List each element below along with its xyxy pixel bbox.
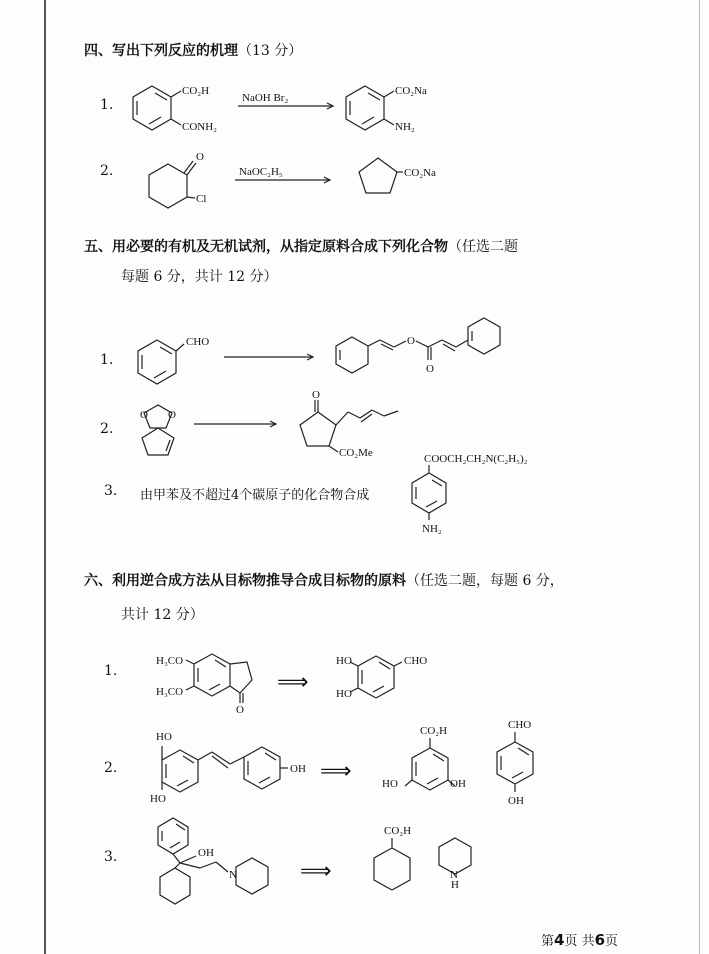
s5-item3-text: 由甲苯及不超过4个碳原子的化合物合成 bbox=[140, 488, 370, 503]
section5-title: 五、用必要的有机及无机试剂，从指定原料合成下列化合物 bbox=[84, 239, 448, 255]
s4-item2-number: 2. bbox=[100, 163, 114, 179]
s6-3-retro-arrow: ⟹ bbox=[300, 858, 332, 883]
s5-2-sm-o1: O bbox=[140, 409, 148, 421]
s6-1-p-sub3: CHO bbox=[404, 655, 428, 667]
s5-2-prod-ester: CO₂Me bbox=[339, 447, 373, 459]
s6-item3-number: 3. bbox=[104, 849, 118, 865]
page-footer bbox=[541, 930, 618, 949]
section4-title: 四、写出下列反应的机理 bbox=[84, 43, 238, 59]
s6-1-retro-arrow: ⟹ bbox=[277, 669, 309, 694]
s5-1-prod-o1: O bbox=[407, 335, 415, 347]
s6-3-t-oh: OH bbox=[198, 847, 214, 859]
s6-2-p2-bot: OH bbox=[508, 795, 524, 807]
s5-1-sm-sub: CHO bbox=[186, 336, 210, 348]
s4-1-sm-sub1: CO₂H bbox=[182, 85, 210, 97]
s6-3-t-piperidine bbox=[236, 858, 268, 894]
s6-1-t-sub2: H₃CO bbox=[156, 686, 184, 698]
s6-3-p2-n: N bbox=[450, 869, 458, 881]
footer-total-pages: 6 bbox=[594, 931, 606, 949]
s6-1-t-sub1: H₃CO bbox=[156, 655, 184, 667]
s5-item2-number: 2. bbox=[100, 421, 114, 437]
section6-note1: （任选二题，每题 6 分， bbox=[406, 573, 564, 589]
section6-title: 六、利用逆合成方法从目标物推导合成目标物的原料 bbox=[84, 573, 406, 589]
s6-3-t-n: N bbox=[229, 869, 237, 881]
s6-3-t-cyclohexyl bbox=[160, 868, 190, 904]
s6-3-p2-h: H bbox=[451, 879, 459, 891]
s6-2-p1-top: CO₂H bbox=[420, 725, 448, 737]
footer-pre: 第 bbox=[541, 934, 555, 949]
s5-item1-number: 1. bbox=[100, 352, 114, 368]
s5-3-prod-bottom: NH₂ bbox=[422, 523, 442, 535]
s6-2-t-ho2: HO bbox=[150, 793, 166, 805]
footer-mid: 页 共 bbox=[564, 934, 595, 949]
section6-note2: 共计 12 分） bbox=[121, 607, 204, 623]
s4-item1-number: 1. bbox=[100, 97, 114, 113]
footer-page-number: 4 bbox=[554, 931, 565, 949]
s5-1-prod-o2: O bbox=[426, 363, 434, 375]
s6-3-p1-ring bbox=[374, 848, 410, 890]
s6-3-p1-top: CO₂H bbox=[384, 825, 412, 837]
s6-1-t-o: O bbox=[236, 704, 244, 716]
s5-item3-number: 3. bbox=[104, 483, 118, 499]
s4-1-prod-sub1: CO₂Na bbox=[395, 85, 427, 97]
s4-2-sm-cl: Cl bbox=[196, 193, 207, 205]
s4-1-prod-sub2: NH₂ bbox=[395, 121, 415, 133]
s6-2-t-oh: OH bbox=[290, 763, 306, 775]
s6-2-p2-top: CHO bbox=[508, 719, 532, 731]
s6-2-t-ho1: HO bbox=[156, 731, 172, 743]
s6-2-p1-l: HO bbox=[382, 778, 398, 790]
section5-note1: （任选二题 bbox=[448, 239, 518, 255]
s6-item2-number: 2. bbox=[104, 760, 118, 776]
s4-2-reagent: NaOC₂H₅ bbox=[239, 166, 283, 178]
section4-points: （13 分） bbox=[238, 43, 303, 59]
footer-post: 页 bbox=[605, 934, 619, 949]
s4-2-prod-sub: CO₂Na bbox=[404, 167, 436, 179]
s5-2-sm-o2: O bbox=[168, 409, 176, 421]
s5-3-prod-top: COOCH₂CH₂N(C₂H₅)₂ bbox=[424, 453, 528, 465]
s4-1-sm-sub2: CONH₂ bbox=[182, 121, 218, 133]
s4-1-reagent: NaOH Br₂ bbox=[242, 92, 289, 104]
section5-note2: 每题 6 分，共计 12 分） bbox=[121, 269, 278, 285]
s6-2-p1-r: OH bbox=[450, 778, 466, 790]
s4-2-sm-o: O bbox=[196, 151, 204, 163]
s5-2-prod-o: O bbox=[312, 389, 320, 401]
s6-2-retro-arrow: ⟹ bbox=[320, 758, 352, 783]
s6-1-p-sub2: HO bbox=[336, 688, 352, 700]
s6-item1-number: 1. bbox=[104, 663, 118, 679]
s6-1-p-sub1: HO bbox=[336, 655, 352, 667]
